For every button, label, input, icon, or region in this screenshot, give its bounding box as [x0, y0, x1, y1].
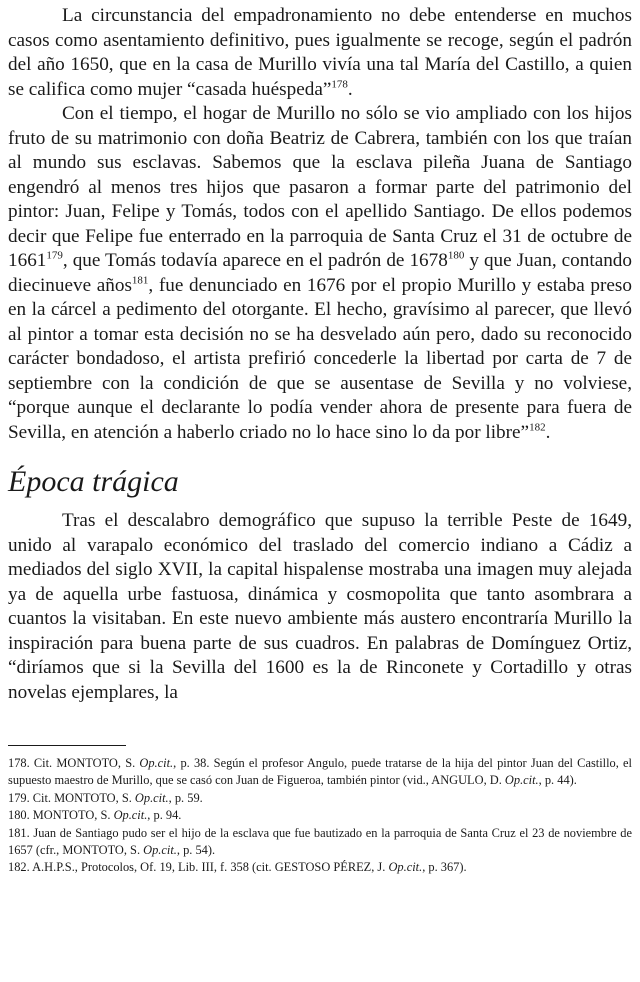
- citation-italic: Op.cit.: [139, 756, 174, 770]
- footnote-reference: 182: [529, 421, 546, 434]
- text-run: 178. Cit. MONTOTO, S.: [8, 756, 140, 770]
- text-run: , p. 367).: [422, 860, 467, 875]
- citation-italic: Op.cit.: [113, 808, 148, 823]
- citation-italic: Op.cit.: [504, 773, 539, 788]
- footnote: [8, 755, 632, 790]
- text-run: , p. 59.: [168, 790, 203, 805]
- citation-italic: Op.cit.: [388, 860, 423, 875]
- text-run: 180. MONTOTO, S.: [8, 808, 114, 823]
- footnote: [8, 825, 632, 860]
- section-paragraph: Tras el descalabro demográfico que supuso la terrible Peste de 1649, unido al varapalo económico del traslado del comercio indiano a Cádiz a mediados del siglo XVII, la capital hispalense mostraba una imagen muy alejada ya de aquella urbe fastuosa, dinámica y cosmopolita que tanto asombrara a cuantos la visitaban. En este nuevo ambiente más austero encontraría Murillo la inspiración para buena parte de sus cuadros. En palabras de Domínguez Ortiz, “diríamos que si la Sevilla del 1600 es la de Rinconete y Cortadillo y otras novelas ejemplares, la: [8, 510, 632, 703]
- text-run: , p. 94.: [147, 808, 182, 823]
- text-run: 179. Cit. MONTOTO, S.: [8, 790, 135, 805]
- text-run: , fue denunciado en 1676 por el propio Murillo y estaba preso en la cárcel a pedimento del otorgante. El hecho, gravísimo al parecer, que llevó al pintor a tomar esta decisión no se ha desvelado aún pero, dado su reconocido carácter bondadoso, el artista prefirió concederle la libertad por carta de 7 de septiembre con la condición de que se ausentase de Sevilla y no volviese, “porque aunque el declarante lo podía vender ahora de presente para fuera de Sevilla, en atención a haberlo criado no lo hace sino lo da por libre”: [8, 274, 632, 443]
- text-run: , p. 38. Según el profesor Angulo, puede tratarse de la hija del pintor Juan del Castillo, el supuesto maestro de Murillo, que se casó con Juan de Figueroa, también pintor (vid., ANGULO, D.: [8, 756, 632, 788]
- text-run: , p. 44).: [538, 773, 577, 788]
- citation-italic: Op.cit.: [134, 790, 169, 805]
- footnote: [8, 859, 632, 876]
- text-run: .: [347, 78, 353, 100]
- text-run: , que Tomás todavía aparece en el padrón de 1678: [62, 250, 448, 271]
- text-run: , p. 54).: [176, 843, 216, 858]
- footnote-reference: 179: [46, 249, 63, 262]
- text-run: y que Juan, contando diecinueve años: [8, 250, 632, 296]
- footnote: [8, 790, 632, 807]
- footnote-reference: 178: [331, 78, 348, 91]
- footnote-reference: 180: [447, 249, 465, 262]
- citation-italic: Op.cit.: [143, 843, 177, 858]
- footnote-divider: [8, 745, 126, 746]
- text-run: Con el tiempo, el hogar de Murillo no sólo se vio ampliado con los hijos fruto de su matrimonio con doña Beatriz de Cabrera, también con los que traían al mundo sus esclavas. Sabemos que la esclava pileña Juana de Santiago engendró al menos tres hijos que pasaron a formar parte del patrimonio del pintor: Juan, Felipe y Tomás, todos con el apellido Santiago. De ellos podemos decir que Felipe fue enterrado en la parroquia de Santa Cruz el 31 de octubre de 1661: [8, 103, 632, 271]
- text-run: .: [545, 421, 551, 443]
- body-paragraph: [8, 102, 632, 445]
- text-run: La circunstancia del empadronamiento no debe entenderse en muchos casos como asentamiento definitivo, pues igualmente se recoge, según el padrón del año 1650, que en la casa de Murillo vivía una tal María del Castillo, a quien se califica como mujer “casada huéspeda”: [8, 5, 632, 100]
- footnote-reference: 181: [131, 274, 149, 287]
- body-text: [8, 4, 632, 445]
- document-page: [8, 4, 632, 877]
- text-run: 182. A.H.P.S., Protocolos, Of. 19, Lib. III, f. 358 (cit. GESTOSO PÉREZ, J.: [8, 860, 389, 875]
- footnote: [8, 807, 632, 824]
- section-heading: Época trágica: [8, 465, 179, 498]
- text-run: 181. Juan de Santiago pudo ser el hijo de la esclava que fue bautizado en la parroquia de Santa Cruz el 23 de noviembre de 1657 (cfr., MONTOTO, S.: [8, 825, 632, 858]
- footnotes: [8, 755, 632, 877]
- body-paragraph: [8, 4, 632, 102]
